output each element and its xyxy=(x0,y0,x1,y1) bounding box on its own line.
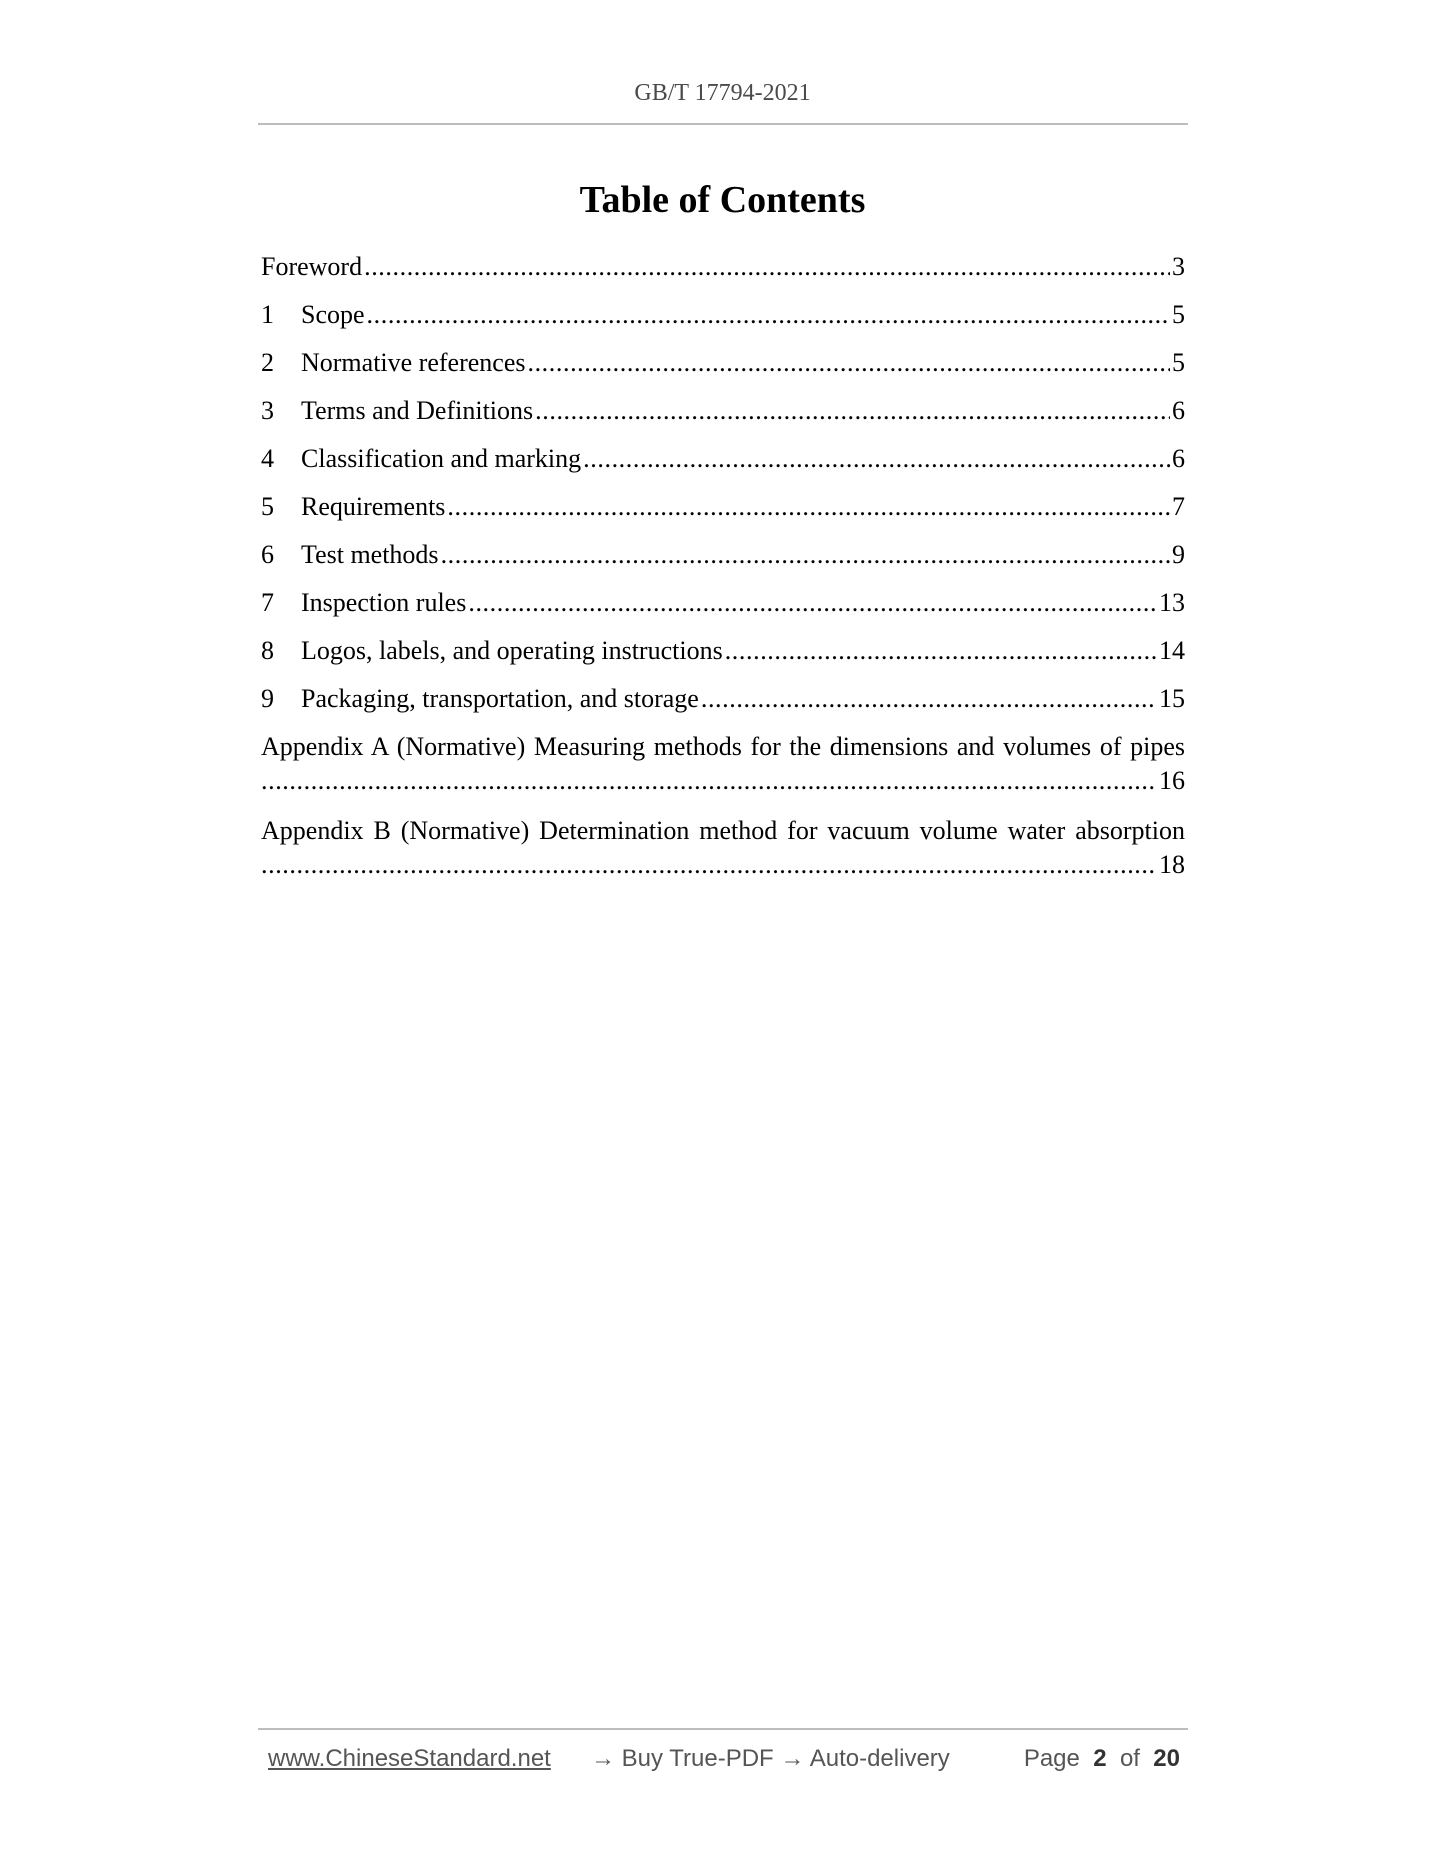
toc-entry-classification-marking[interactable] xyxy=(261,444,1185,474)
toc-entry-page: 3 xyxy=(1172,252,1185,281)
toc-entry-page: 16 xyxy=(1159,766,1185,795)
toc-entry-inspection-rules[interactable] xyxy=(261,588,1185,618)
toc-entry-page: 18 xyxy=(1159,850,1185,879)
toc-entry-number: 4 xyxy=(261,444,274,473)
toc-entry-number: 3 xyxy=(261,396,274,425)
toc-entry-page: 5 xyxy=(1172,348,1185,377)
toc-entry-page: 9 xyxy=(1172,540,1185,569)
toc-appendix-b[interactable] xyxy=(261,816,1185,880)
dot-leader xyxy=(447,492,1170,522)
promo-text: → Buy True-PDF → Auto-delivery xyxy=(591,1745,950,1772)
toc-entries xyxy=(261,252,1185,880)
dot-leader xyxy=(441,540,1170,570)
of-label: of xyxy=(1119,1745,1140,1772)
document-id-header: GB/T 17794-2021 xyxy=(634,80,811,106)
toc-entry-number: 6 xyxy=(261,540,274,569)
toc-entry-label: Normative references xyxy=(301,348,526,377)
dot-leader xyxy=(367,300,1170,330)
toc-entry-foreword[interactable] xyxy=(261,252,1185,282)
toc-entry-label: Logos, labels, and operating instructions xyxy=(301,636,723,665)
toc-entry-normative-references[interactable] xyxy=(261,348,1185,378)
page-footer xyxy=(268,1745,1180,1777)
toc-entry-page: 13 xyxy=(1159,588,1185,617)
toc-entry-number: 5 xyxy=(261,492,274,521)
toc-appendix-label: Appendix A (Normative) Measuring methods for the dimensions and volumes of pipes xyxy=(261,732,1185,761)
footer-divider xyxy=(258,1728,1188,1730)
toc-appendix-label: Appendix B (Normative) Determination method for vacuum volume water absorption xyxy=(261,816,1185,845)
toc-entry-label: Foreword xyxy=(261,252,363,281)
toc-entry-number: 2 xyxy=(261,348,274,377)
toc-entry-page: 15 xyxy=(1159,684,1185,713)
dot-leader xyxy=(261,766,1157,796)
toc-entry-label: Terms and Definitions xyxy=(301,396,534,425)
page-label: Page xyxy=(1023,1745,1080,1772)
page-current: 2 xyxy=(1093,1745,1107,1772)
toc-appendix-leader-row xyxy=(261,766,1185,796)
page-total: 20 xyxy=(1153,1745,1180,1772)
toc-entry-number: 8 xyxy=(261,636,274,665)
toc-entry-page: 5 xyxy=(1172,300,1185,329)
toc-entry-scope[interactable] xyxy=(261,300,1185,330)
toc-entry-terms-definitions[interactable] xyxy=(261,396,1185,426)
toc-entry-label: Test methods xyxy=(301,540,439,569)
site-link[interactable]: www.ChineseStandard.net xyxy=(268,1745,551,1772)
toc-title: Table of Contents xyxy=(579,179,866,221)
toc-entry-label: Inspection rules xyxy=(301,588,467,617)
toc-entry-label: Requirements xyxy=(301,492,446,521)
toc-entry-logos-labels[interactable] xyxy=(261,636,1185,666)
dot-leader xyxy=(725,636,1157,666)
toc-entry-label: Classification and marking xyxy=(301,444,582,473)
toc-entry-label: Scope xyxy=(301,300,365,329)
dot-leader xyxy=(535,396,1170,426)
toc-entry-page: 14 xyxy=(1159,636,1185,665)
toc-entry-label: Packaging, transportation, and storage xyxy=(301,684,699,713)
dot-leader xyxy=(527,348,1170,378)
toc-entry-page: 7 xyxy=(1172,492,1185,521)
toc-appendix-a[interactable] xyxy=(261,732,1185,796)
header-divider xyxy=(258,123,1188,125)
dot-leader xyxy=(364,252,1170,282)
toc-entry-page: 6 xyxy=(1172,444,1185,473)
page-indicator xyxy=(1024,1745,1180,1773)
toc-entry-requirements[interactable] xyxy=(261,492,1185,522)
dot-leader xyxy=(261,850,1157,880)
toc-entry-test-methods[interactable] xyxy=(261,540,1185,570)
toc-entry-number: 7 xyxy=(261,588,274,617)
dot-leader xyxy=(701,684,1157,714)
toc-entry-number: 9 xyxy=(261,684,274,713)
dot-leader xyxy=(583,444,1170,474)
dot-leader xyxy=(468,588,1157,618)
toc-entry-packaging[interactable] xyxy=(261,684,1185,714)
toc-entry-number: 1 xyxy=(261,300,274,329)
toc-appendix-leader-row xyxy=(261,850,1185,880)
toc-entry-page: 6 xyxy=(1172,396,1185,425)
